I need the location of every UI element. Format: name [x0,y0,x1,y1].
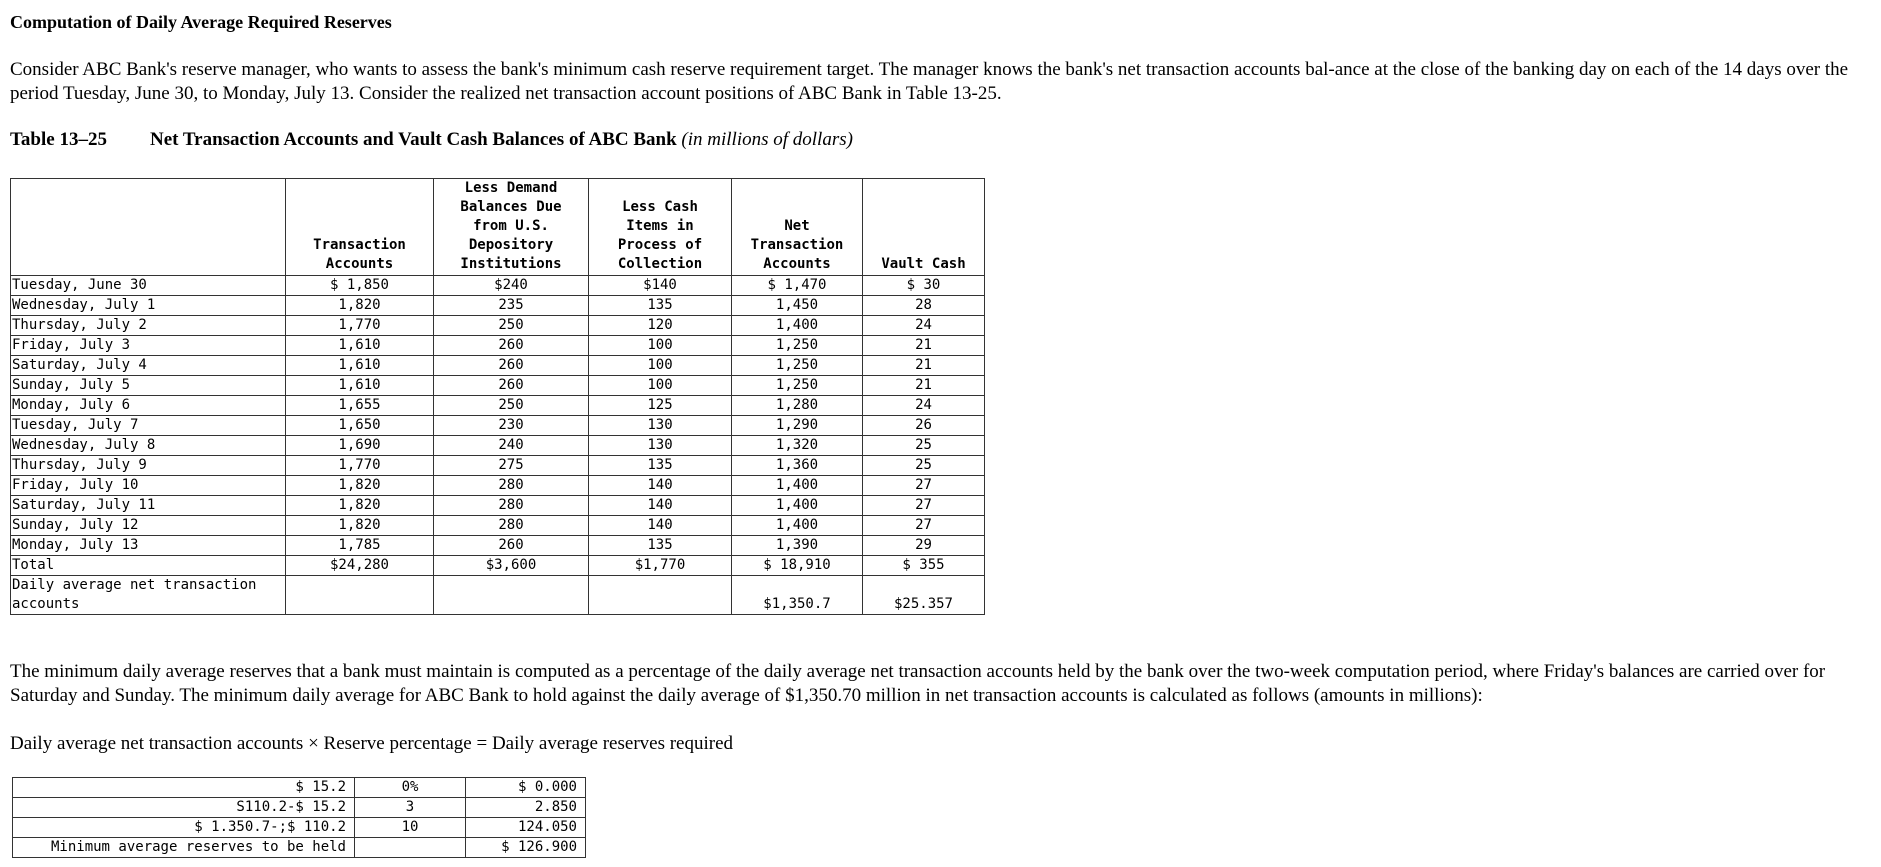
calc-pct: 0% [355,778,466,798]
average-empty-cell [434,576,589,615]
intro-paragraph: Consider ABC Bank's reserve manager, who wants to assess the bank's minimum cash reserve requirement target. The manager knows the bank's net transaction accounts bal-ance at the close of the banking day on each of the 14 days over the period Tuesday, June 30, to Monday, July 13. Consider the realized net transaction account positions of ABC Bank in Table 13-25. [10,59,1849,104]
cell-less-cash: 125 [589,396,732,416]
cell-less-cash: $140 [589,276,732,296]
cell-net-transaction: 1,400 [732,316,863,336]
cell-net-transaction: 1,290 [732,416,863,436]
cell-vault-cash: 27 [863,476,985,496]
cell-less-cash: 140 [589,516,732,536]
cell-day: Sunday, July 5 [11,376,286,396]
cell-net-transaction: 1,450 [732,296,863,316]
calc-result: 2.850 [466,798,586,818]
cell-net-transaction: 1,400 [732,516,863,536]
table-row [11,396,985,416]
calc-amount: Minimum average reserves to be held [13,838,355,858]
cell-less-demand: 240 [434,436,589,456]
cell-vault-cash: $ 30 [863,276,985,296]
cell-transaction-accounts: 1,610 [286,356,434,376]
table-row [11,516,985,536]
table-row [11,316,985,336]
cell-vault-cash: 25 [863,456,985,476]
table-row [11,356,985,376]
cell-day: Tuesday, July 7 [11,416,286,436]
cell-less-cash: 135 [589,536,732,556]
cell-net-transaction: 1,250 [732,336,863,356]
table-row [11,296,985,316]
calc-result: $ 0.000 [466,778,586,798]
average-empty-cell [589,576,732,615]
cell-transaction-accounts: $ 1,850 [286,276,434,296]
table-row [11,496,985,516]
table-row [11,416,985,436]
cell-less-demand: 260 [434,376,589,396]
table-number: Table 13–25 [10,129,107,150]
calc-pct: 10 [355,818,466,838]
cell-day: Friday, July 10 [11,476,286,496]
cell-day: Wednesday, July 1 [11,296,286,316]
cell-vault-cash: 25 [863,436,985,456]
cell-less-cash: 130 [589,416,732,436]
cell-day: Saturday, July 4 [11,356,286,376]
cell-less-cash: 130 [589,436,732,456]
cell-vault-cash: 27 [863,516,985,536]
calc-amount: S110.2-$ 15.2 [13,798,355,818]
reserves-table [10,178,985,615]
cell-less-demand: 260 [434,536,589,556]
header-transaction-accounts: Transaction Accounts [286,179,434,276]
cell-less-cash: 135 [589,456,732,476]
average-label: Daily average net transaction accounts [11,576,286,615]
cell-less-cash: 100 [589,356,732,376]
table-title: Net Transaction Accounts and Vault Cash Balances of ABC Bank [150,129,677,150]
cell-less-demand: 250 [434,396,589,416]
table-unit: (in millions of dollars) [681,129,853,150]
table-row [11,536,985,556]
table-row [11,436,985,456]
cell-day: Wednesday, July 8 [11,436,286,456]
total-vault: $ 355 [863,556,985,576]
calc-row [13,818,586,838]
calc-row [13,798,586,818]
cell-less-demand: $240 [434,276,589,296]
total-cash-items: $1,770 [589,556,732,576]
header-less-demand: Less Demand Balances Due from U.S. Depository Institutions [434,179,589,276]
calc-result: 124.050 [466,818,586,838]
cell-day: Monday, July 6 [11,396,286,416]
cell-vault-cash: 27 [863,496,985,516]
header-day [11,179,286,276]
cell-transaction-accounts: 1,820 [286,496,434,516]
cell-less-cash: 140 [589,476,732,496]
cell-day: Friday, July 3 [11,336,286,356]
average-vault: $25.357 [863,576,985,615]
cell-less-demand: 275 [434,456,589,476]
cell-day: Sunday, July 12 [11,516,286,536]
cell-transaction-accounts: 1,820 [286,296,434,316]
table-body [11,276,985,615]
cell-day: Saturday, July 11 [11,496,286,516]
total-row [11,556,985,576]
cell-net-transaction: $ 1,470 [732,276,863,296]
cell-less-cash: 100 [589,336,732,356]
cell-net-transaction: 1,400 [732,496,863,516]
cell-net-transaction: 1,250 [732,356,863,376]
total-transaction: $24,280 [286,556,434,576]
cell-vault-cash: 26 [863,416,985,436]
cell-vault-cash: 21 [863,336,985,356]
cell-transaction-accounts: 1,610 [286,336,434,356]
cell-vault-cash: 21 [863,376,985,396]
cell-less-demand: 260 [434,336,589,356]
calc-row [13,778,586,798]
cell-less-demand: 235 [434,296,589,316]
cell-net-transaction: 1,320 [732,436,863,456]
cell-vault-cash: 29 [863,536,985,556]
cell-less-cash: 100 [589,376,732,396]
cell-vault-cash: 28 [863,296,985,316]
header-less-cash: Less Cash Items in Process of Collection [589,179,732,276]
cell-transaction-accounts: 1,690 [286,436,434,456]
calc-result: $ 126.900 [466,838,586,858]
cell-day: Tuesday, June 30 [11,276,286,296]
explanation-paragraph: The minimum daily average reserves that a bank must maintain is computed as a percentage of the daily average net transaction accounts held by the bank over the two-week computation period, where Friday's balances are carried over for Saturday and Sunday. The minimum daily average for ABC Bank to hold against the daily average of $1,350.70 million in net transaction accounts is calculated as follows (amounts in millions): [10,661,1826,706]
cell-transaction-accounts: 1,655 [286,396,434,416]
cell-day: Monday, July 13 [11,536,286,556]
calc-amount: $ 1.350.7-;$ 110.2 [13,818,355,838]
cell-net-transaction: 1,400 [732,476,863,496]
cell-vault-cash: 24 [863,396,985,416]
total-net: $ 18,910 [732,556,863,576]
cell-less-cash: 140 [589,496,732,516]
cell-less-demand: 260 [434,356,589,376]
total-label: Total [11,556,286,576]
page-title: Computation of Daily Average Required Reserves [10,12,392,32]
cell-transaction-accounts: 1,820 [286,476,434,496]
total-demand: $3,600 [434,556,589,576]
cell-vault-cash: 24 [863,316,985,336]
average-net: $1,350.7 [732,576,863,615]
cell-net-transaction: 1,390 [732,536,863,556]
cell-transaction-accounts: 1,770 [286,456,434,476]
cell-transaction-accounts: 1,785 [286,536,434,556]
cell-transaction-accounts: 1,770 [286,316,434,336]
cell-transaction-accounts: 1,610 [286,376,434,396]
calc-pct: 3 [355,798,466,818]
table-row [11,336,985,356]
table-row [11,276,985,296]
calculation-table [12,777,586,858]
cell-transaction-accounts: 1,650 [286,416,434,436]
calc-row [13,838,586,858]
cell-less-demand: 280 [434,496,589,516]
cell-less-cash: 120 [589,316,732,336]
document-page [10,10,1875,855]
header-net-transaction: Net Transaction Accounts [732,179,863,276]
average-empty-cell [286,576,434,615]
cell-less-demand: 230 [434,416,589,436]
table-row [11,376,985,396]
calc-pct [355,838,466,858]
cell-day: Thursday, July 9 [11,456,286,476]
formula-line: Daily average net transaction accounts × Reserve percentage = Daily average reserves required [10,733,734,754]
cell-net-transaction: 1,360 [732,456,863,476]
cell-transaction-accounts: 1,820 [286,516,434,536]
cell-less-demand: 280 [434,476,589,496]
table-caption [10,128,853,152]
cell-less-demand: 250 [434,316,589,336]
average-row [11,576,985,615]
cell-net-transaction: 1,280 [732,396,863,416]
table-header-row [11,179,985,276]
table-row [11,476,985,496]
cell-less-demand: 280 [434,516,589,536]
cell-vault-cash: 21 [863,356,985,376]
table-row [11,456,985,476]
calc-amount: $ 15.2 [13,778,355,798]
cell-day: Thursday, July 2 [11,316,286,336]
cell-net-transaction: 1,250 [732,376,863,396]
header-vault-cash: Vault Cash [863,179,985,276]
cell-less-cash: 135 [589,296,732,316]
